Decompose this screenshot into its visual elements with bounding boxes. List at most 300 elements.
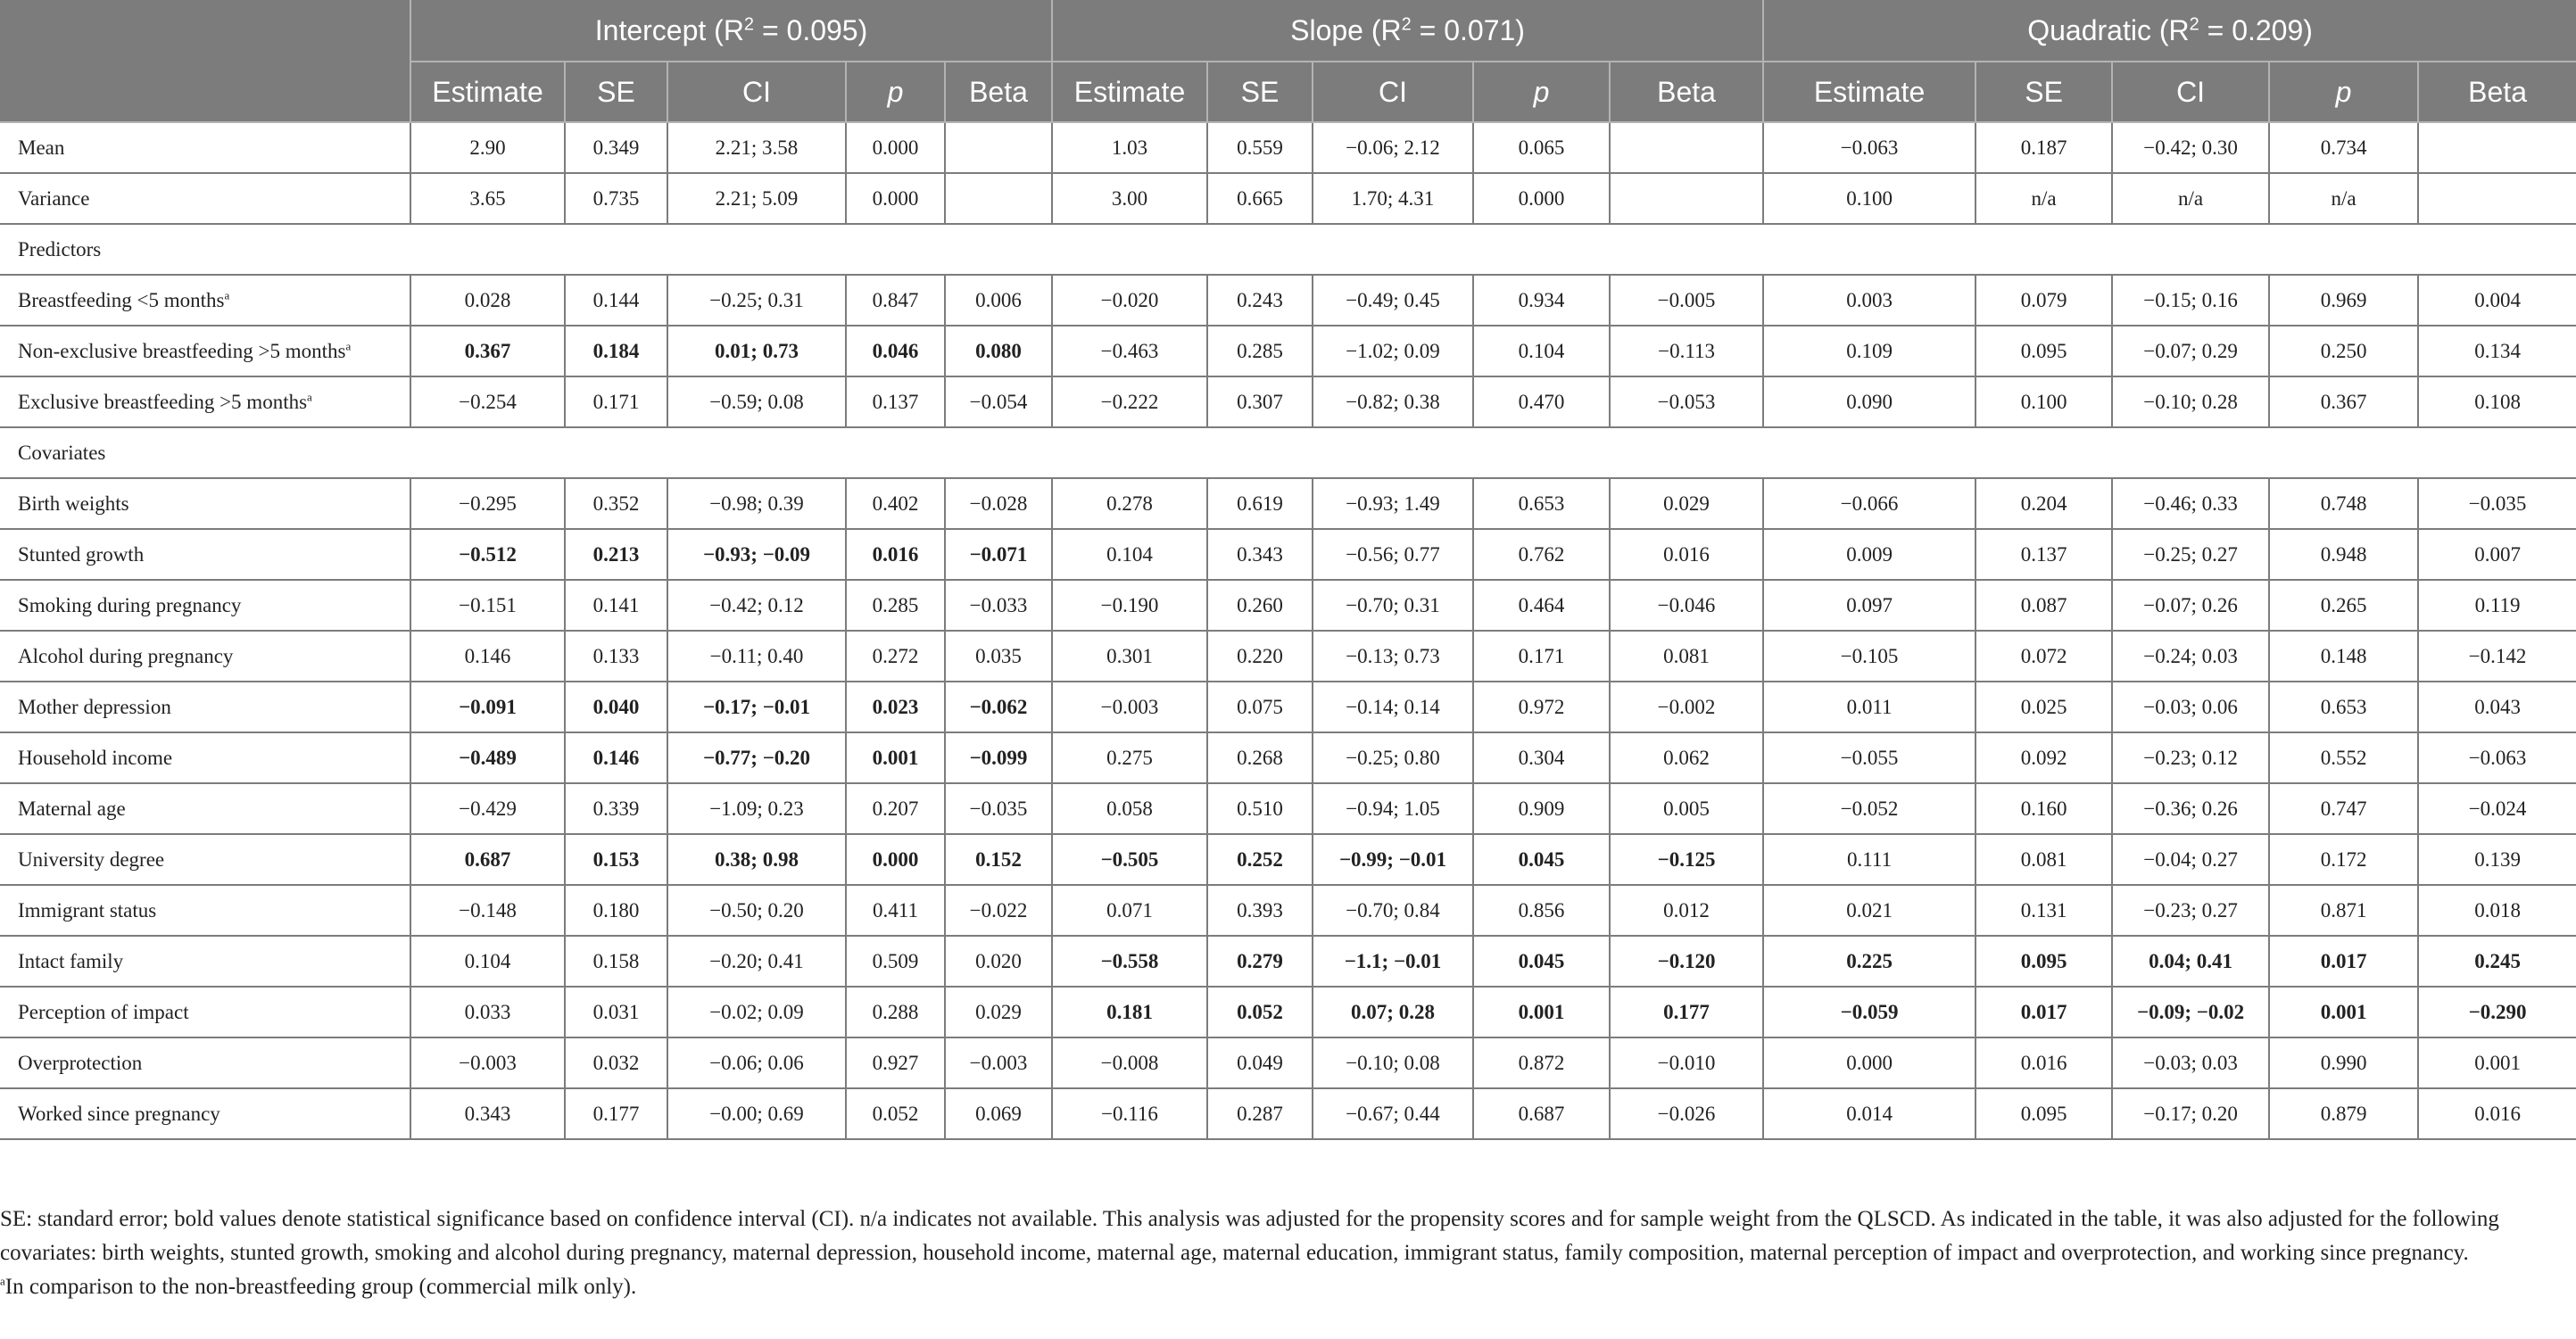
table-cell: 0.020 bbox=[945, 936, 1052, 987]
table-row bbox=[0, 1037, 2576, 1088]
table-cell: −0.142 bbox=[2418, 631, 2576, 682]
table-cell: 0.023 bbox=[846, 682, 945, 732]
table-cell: 0.032 bbox=[565, 1037, 667, 1088]
table-cell: 0.018 bbox=[2418, 885, 2576, 936]
table-cell: 0.001 bbox=[2269, 987, 2418, 1037]
table-cell: 0.735 bbox=[565, 173, 667, 224]
table-cell: −0.003 bbox=[945, 1037, 1052, 1088]
table-cell: 0.119 bbox=[2418, 580, 2576, 631]
table-row bbox=[0, 326, 2576, 376]
table-cell: −0.062 bbox=[945, 682, 1052, 732]
table-cell: 0.402 bbox=[846, 478, 945, 529]
table-cell: 0.095 bbox=[1975, 1088, 2112, 1139]
table-cell: 0.017 bbox=[1975, 987, 2112, 1037]
table-cell: 0.029 bbox=[1610, 478, 1763, 529]
table-cell: 0.285 bbox=[846, 580, 945, 631]
table-notes bbox=[0, 1203, 2576, 1304]
table-cell: 0.01; 0.73 bbox=[667, 326, 846, 376]
table-cell: 0.016 bbox=[1975, 1037, 2112, 1088]
table-cell: 0.343 bbox=[410, 1088, 565, 1139]
intercept-col-header-estimate: Estimate bbox=[410, 62, 565, 122]
table-row bbox=[0, 682, 2576, 732]
slope-col-header-se: SE bbox=[1207, 62, 1313, 122]
slope-col-header-p: p bbox=[1473, 62, 1610, 122]
table-cell: 0.152 bbox=[945, 834, 1052, 885]
table-cell: −0.70; 0.84 bbox=[1313, 885, 1473, 936]
table-cell bbox=[2418, 173, 2576, 224]
intercept-col-header-p: p bbox=[846, 62, 945, 122]
slope-col-header-estimate: Estimate bbox=[1052, 62, 1207, 122]
table-cell: −0.008 bbox=[1052, 1037, 1207, 1088]
table-cell: 0.220 bbox=[1207, 631, 1313, 682]
group-header-row bbox=[0, 0, 2576, 62]
table-cell: −0.50; 0.20 bbox=[667, 885, 846, 936]
table-cell: −0.148 bbox=[410, 885, 565, 936]
table-cell: 0.095 bbox=[1975, 936, 2112, 987]
table-cell: 0.184 bbox=[565, 326, 667, 376]
section-row bbox=[0, 427, 2576, 478]
table-row bbox=[0, 936, 2576, 987]
table-cell: 0.007 bbox=[2418, 529, 2576, 580]
table-cell: 0.104 bbox=[1052, 529, 1207, 580]
table-cell: 0.653 bbox=[2269, 682, 2418, 732]
table-cell: 0.137 bbox=[1975, 529, 2112, 580]
notes-main: SE: standard error; bold values denote statistical significance based on confidence interval (CI). n/a indicates not available. This analysis was adjusted for the propensity scores and for sample weight from the QLSCD. As indicated in the table, it was also adjusted for the following covariates: birth weights, stunted growth, smoking and alcohol during pregnancy, maternal depression, household income, maternal age, maternal education, immigrant status, family composition, maternal perception of impact and overprotection, and working since pregnancy. bbox=[0, 1207, 2499, 1265]
table-cell: 0.762 bbox=[1473, 529, 1610, 580]
table-cell: −0.82; 0.38 bbox=[1313, 376, 1473, 427]
table-cell: 2.21; 3.58 bbox=[667, 122, 846, 173]
table-cell: 0.07; 0.28 bbox=[1313, 987, 1473, 1037]
table-cell: 0.272 bbox=[846, 631, 945, 682]
table-cell: 0.158 bbox=[565, 936, 667, 987]
row-label: Household income bbox=[0, 732, 410, 783]
table-cell: −0.10; 0.08 bbox=[1313, 1037, 1473, 1088]
table-cell: 0.510 bbox=[1207, 783, 1313, 834]
row-label: Smoking during pregnancy bbox=[0, 580, 410, 631]
table-cell: 0.871 bbox=[2269, 885, 2418, 936]
table-cell: 0.003 bbox=[1763, 275, 1975, 326]
table-cell: −0.429 bbox=[410, 783, 565, 834]
table-cell bbox=[945, 173, 1052, 224]
table-cell: 0.062 bbox=[1610, 732, 1763, 783]
row-label: Variance bbox=[0, 173, 410, 224]
table-cell: 0.509 bbox=[846, 936, 945, 987]
row-label: University degree bbox=[0, 834, 410, 885]
table-cell: −0.15; 0.16 bbox=[2112, 275, 2269, 326]
table-cell: 0.04; 0.41 bbox=[2112, 936, 2269, 987]
table-cell: −0.42; 0.30 bbox=[2112, 122, 2269, 173]
table-cell: 0.879 bbox=[2269, 1088, 2418, 1139]
table-cell: −0.03; 0.03 bbox=[2112, 1037, 2269, 1088]
table-cell: −0.063 bbox=[1763, 122, 1975, 173]
table-cell: 0.278 bbox=[1052, 478, 1207, 529]
table-cell: −0.46; 0.33 bbox=[2112, 478, 2269, 529]
table-cell: 0.38; 0.98 bbox=[667, 834, 846, 885]
table-cell: 0.619 bbox=[1207, 478, 1313, 529]
table-cell: 0.734 bbox=[2269, 122, 2418, 173]
table-cell: −0.010 bbox=[1610, 1037, 1763, 1088]
table-cell: 0.285 bbox=[1207, 326, 1313, 376]
table-cell bbox=[1610, 122, 1763, 173]
table-cell: −0.116 bbox=[1052, 1088, 1207, 1139]
table-row bbox=[0, 529, 2576, 580]
table-cell: −0.07; 0.26 bbox=[2112, 580, 2269, 631]
table-body bbox=[0, 122, 2576, 1139]
table-cell: −0.04; 0.27 bbox=[2112, 834, 2269, 885]
table-cell: 0.243 bbox=[1207, 275, 1313, 326]
table-cell: 0.025 bbox=[1975, 682, 2112, 732]
row-label: Alcohol during pregnancy bbox=[0, 631, 410, 682]
table-cell: n/a bbox=[2112, 173, 2269, 224]
table-cell: 0.043 bbox=[2418, 682, 2576, 732]
table-cell: 0.177 bbox=[565, 1088, 667, 1139]
section-label: Covariates bbox=[0, 427, 2576, 478]
table-cell: 0.004 bbox=[2418, 275, 2576, 326]
table-cell: 0.069 bbox=[945, 1088, 1052, 1139]
intercept-col-header-ci: CI bbox=[667, 62, 846, 122]
table-cell: 0.552 bbox=[2269, 732, 2418, 783]
table-cell: 0.393 bbox=[1207, 885, 1313, 936]
table-cell: −0.23; 0.12 bbox=[2112, 732, 2269, 783]
row-label: Perception of impact bbox=[0, 987, 410, 1037]
table-cell: −0.59; 0.08 bbox=[667, 376, 846, 427]
slope-group-header: Slope $(R^2 = 0.071)$ bbox=[1052, 0, 1763, 62]
table-cell: −1.1; −0.01 bbox=[1313, 936, 1473, 987]
table-cell: 0.148 bbox=[2269, 631, 2418, 682]
row-label: Non-exclusive breastfeeding >5 months$^a$ bbox=[0, 326, 410, 376]
table-cell: −0.066 bbox=[1763, 478, 1975, 529]
table-cell: 0.304 bbox=[1473, 732, 1610, 783]
table-cell: 0.109 bbox=[1763, 326, 1975, 376]
table-cell: 0.948 bbox=[2269, 529, 2418, 580]
table-cell: 0.079 bbox=[1975, 275, 2112, 326]
table-cell: 0.275 bbox=[1052, 732, 1207, 783]
table-cell: 0.095 bbox=[1975, 326, 2112, 376]
table-cell: −0.505 bbox=[1052, 834, 1207, 885]
table-cell: −0.091 bbox=[410, 682, 565, 732]
table-cell: −0.254 bbox=[410, 376, 565, 427]
table-cell: 0.367 bbox=[2269, 376, 2418, 427]
table-cell: −0.99; −0.01 bbox=[1313, 834, 1473, 885]
table-cell: 0.288 bbox=[846, 987, 945, 1037]
table-cell: 0.177 bbox=[1610, 987, 1763, 1037]
row-label: Worked since pregnancy bbox=[0, 1088, 410, 1139]
intercept-col-header-beta: Beta bbox=[945, 62, 1052, 122]
table-cell: 0.111 bbox=[1763, 834, 1975, 885]
row-label: Immigrant status bbox=[0, 885, 410, 936]
table-cell: −0.558 bbox=[1052, 936, 1207, 987]
table-cell: 0.014 bbox=[1763, 1088, 1975, 1139]
table-cell: −1.02; 0.09 bbox=[1313, 326, 1473, 376]
quadratic-col-header-beta: Beta bbox=[2418, 62, 2576, 122]
table-cell: n/a bbox=[1975, 173, 2112, 224]
intercept-col-header-se: SE bbox=[565, 62, 667, 122]
table-cell: 0.268 bbox=[1207, 732, 1313, 783]
table-cell: −0.028 bbox=[945, 478, 1052, 529]
table-cell: 0.990 bbox=[2269, 1037, 2418, 1088]
table-cell: −0.059 bbox=[1763, 987, 1975, 1037]
table-cell: 0.307 bbox=[1207, 376, 1313, 427]
table-cell: −0.052 bbox=[1763, 783, 1975, 834]
table-cell: 0.411 bbox=[846, 885, 945, 936]
table-cell: 0.065 bbox=[1473, 122, 1610, 173]
row-label: Stunted growth bbox=[0, 529, 410, 580]
table-cell: 0.225 bbox=[1763, 936, 1975, 987]
table-cell: −0.49; 0.45 bbox=[1313, 275, 1473, 326]
table-cell: 0.934 bbox=[1473, 275, 1610, 326]
table-cell: −0.67; 0.44 bbox=[1313, 1088, 1473, 1139]
table-cell: 2.90 bbox=[410, 122, 565, 173]
table-cell: 0.909 bbox=[1473, 783, 1610, 834]
table-row bbox=[0, 885, 2576, 936]
table-cell: 0.000 bbox=[846, 173, 945, 224]
table-cell: −0.06; 0.06 bbox=[667, 1037, 846, 1088]
intercept-group-header: Intercept $(R^2 = 0.095)$ bbox=[410, 0, 1052, 62]
row-label: Intact family bbox=[0, 936, 410, 987]
table-cell: 0.252 bbox=[1207, 834, 1313, 885]
table-cell: −0.002 bbox=[1610, 682, 1763, 732]
table-cell: −0.25; 0.80 bbox=[1313, 732, 1473, 783]
table-cell: 0.021 bbox=[1763, 885, 1975, 936]
table-cell bbox=[1610, 173, 1763, 224]
row-label: Birth weights bbox=[0, 478, 410, 529]
table-cell: 0.146 bbox=[565, 732, 667, 783]
table-cell: 0.665 bbox=[1207, 173, 1313, 224]
table-cell: 0.058 bbox=[1052, 783, 1207, 834]
table-cell: −0.120 bbox=[1610, 936, 1763, 987]
table-cell: 2.21; 5.09 bbox=[667, 173, 846, 224]
table-cell: 0.171 bbox=[565, 376, 667, 427]
table-cell: −0.035 bbox=[945, 783, 1052, 834]
table-cell: 0.028 bbox=[410, 275, 565, 326]
table-cell: 0.000 bbox=[1763, 1037, 1975, 1088]
table-cell: 0.001 bbox=[846, 732, 945, 783]
table-cell: −0.099 bbox=[945, 732, 1052, 783]
table-cell: 0.181 bbox=[1052, 987, 1207, 1037]
table-cell: 0.213 bbox=[565, 529, 667, 580]
table-cell: 0.559 bbox=[1207, 122, 1313, 173]
table-cell: −0.24; 0.03 bbox=[2112, 631, 2269, 682]
table-cell: −1.09; 0.23 bbox=[667, 783, 846, 834]
table-cell: 0.012 bbox=[1610, 885, 1763, 936]
table-cell: 0.204 bbox=[1975, 478, 2112, 529]
table-cell bbox=[945, 122, 1052, 173]
table-cell: −0.09; −0.02 bbox=[2112, 987, 2269, 1037]
row-label: Maternal age bbox=[0, 783, 410, 834]
table-cell: 0.349 bbox=[565, 122, 667, 173]
table-cell: 0.687 bbox=[1473, 1088, 1610, 1139]
table-cell: −0.003 bbox=[410, 1037, 565, 1088]
quadratic-col-header-ci: CI bbox=[2112, 62, 2269, 122]
section-row bbox=[0, 224, 2576, 275]
table-cell: −0.054 bbox=[945, 376, 1052, 427]
table-cell: 0.052 bbox=[846, 1088, 945, 1139]
table-cell: 0.187 bbox=[1975, 122, 2112, 173]
table-row bbox=[0, 275, 2576, 326]
table-cell: 0.100 bbox=[1763, 173, 1975, 224]
table-cell: −0.98; 0.39 bbox=[667, 478, 846, 529]
quadratic-col-header-p: p bbox=[2269, 62, 2418, 122]
table-cell bbox=[2418, 122, 2576, 173]
table-cell: 0.343 bbox=[1207, 529, 1313, 580]
slope-col-header-beta: Beta bbox=[1610, 62, 1763, 122]
table-row bbox=[0, 783, 2576, 834]
table-cell: 0.260 bbox=[1207, 580, 1313, 631]
table-cell: 0.081 bbox=[1975, 834, 2112, 885]
table-row bbox=[0, 173, 2576, 224]
table-cell: −0.063 bbox=[2418, 732, 2576, 783]
corner-header bbox=[0, 0, 410, 122]
row-label: Exclusive breastfeeding >5 months$^a$ bbox=[0, 376, 410, 427]
table-cell: 0.090 bbox=[1763, 376, 1975, 427]
table-cell: 0.131 bbox=[1975, 885, 2112, 936]
table-cell: −0.00; 0.69 bbox=[667, 1088, 846, 1139]
table-cell: 0.011 bbox=[1763, 682, 1975, 732]
quadratic-col-header-estimate: Estimate bbox=[1763, 62, 1975, 122]
table-cell: −0.071 bbox=[945, 529, 1052, 580]
table-cell: −0.25; 0.27 bbox=[2112, 529, 2269, 580]
table-cell: 0.969 bbox=[2269, 275, 2418, 326]
table-cell: 0.927 bbox=[846, 1037, 945, 1088]
table-cell: −0.022 bbox=[945, 885, 1052, 936]
table-cell: 0.080 bbox=[945, 326, 1052, 376]
table-cell: 0.139 bbox=[2418, 834, 2576, 885]
table-cell: 0.045 bbox=[1473, 936, 1610, 987]
table-row bbox=[0, 580, 2576, 631]
table-cell: −0.20; 0.41 bbox=[667, 936, 846, 987]
table-cell: 0.872 bbox=[1473, 1037, 1610, 1088]
table-cell: 0.856 bbox=[1473, 885, 1610, 936]
table-cell: 0.339 bbox=[565, 783, 667, 834]
table-cell: 0.071 bbox=[1052, 885, 1207, 936]
table-cell: 0.172 bbox=[2269, 834, 2418, 885]
table-cell: 0.464 bbox=[1473, 580, 1610, 631]
table-cell: −0.005 bbox=[1610, 275, 1763, 326]
table-cell: −0.06; 2.12 bbox=[1313, 122, 1473, 173]
table-cell: −0.93; 1.49 bbox=[1313, 478, 1473, 529]
table-cell: 0.104 bbox=[410, 936, 565, 987]
table-cell: −0.07; 0.29 bbox=[2112, 326, 2269, 376]
table-cell: 0.006 bbox=[945, 275, 1052, 326]
table-cell: −0.17; −0.01 bbox=[667, 682, 846, 732]
row-label: Breastfeeding <5 months$^a$ bbox=[0, 275, 410, 326]
table-cell: −0.56; 0.77 bbox=[1313, 529, 1473, 580]
table-cell: 0.146 bbox=[410, 631, 565, 682]
table-cell: 0.000 bbox=[846, 122, 945, 173]
table-cell: −0.046 bbox=[1610, 580, 1763, 631]
table-cell: −0.93; −0.09 bbox=[667, 529, 846, 580]
table-cell: 0.072 bbox=[1975, 631, 2112, 682]
table-row bbox=[0, 987, 2576, 1037]
table-cell: 0.046 bbox=[846, 326, 945, 376]
table-cell: −0.190 bbox=[1052, 580, 1207, 631]
table-cell: 0.279 bbox=[1207, 936, 1313, 987]
table-cell: 0.207 bbox=[846, 783, 945, 834]
table-cell: −0.125 bbox=[1610, 834, 1763, 885]
table-cell: −0.003 bbox=[1052, 682, 1207, 732]
table-cell: −0.222 bbox=[1052, 376, 1207, 427]
table-row bbox=[0, 631, 2576, 682]
table-cell: 0.035 bbox=[945, 631, 1052, 682]
table-cell: −0.11; 0.40 bbox=[667, 631, 846, 682]
table-cell: 0.748 bbox=[2269, 478, 2418, 529]
table-cell: 0.040 bbox=[565, 682, 667, 732]
table-cell: 0.001 bbox=[2418, 1037, 2576, 1088]
table-cell: −0.489 bbox=[410, 732, 565, 783]
table-cell: 0.045 bbox=[1473, 834, 1610, 885]
table-cell: 0.108 bbox=[2418, 376, 2576, 427]
table-cell: −0.42; 0.12 bbox=[667, 580, 846, 631]
table-cell: 0.367 bbox=[410, 326, 565, 376]
table-cell: 0.972 bbox=[1473, 682, 1610, 732]
table-cell: 0.137 bbox=[846, 376, 945, 427]
table-cell: −0.77; −0.20 bbox=[667, 732, 846, 783]
table-row bbox=[0, 478, 2576, 529]
table-cell: −0.295 bbox=[410, 478, 565, 529]
table-cell: −0.17; 0.20 bbox=[2112, 1088, 2269, 1139]
table-cell: 0.100 bbox=[1975, 376, 2112, 427]
table-row bbox=[0, 732, 2576, 783]
table-cell: −0.70; 0.31 bbox=[1313, 580, 1473, 631]
table-cell: −0.035 bbox=[2418, 478, 2576, 529]
table-cell: 0.133 bbox=[565, 631, 667, 682]
table-cell: 0.087 bbox=[1975, 580, 2112, 631]
table-cell: −0.02; 0.09 bbox=[667, 987, 846, 1037]
table-cell: −0.024 bbox=[2418, 783, 2576, 834]
table-cell: 0.049 bbox=[1207, 1037, 1313, 1088]
table-cell: 0.104 bbox=[1473, 326, 1610, 376]
table-cell: 0.031 bbox=[565, 987, 667, 1037]
table-cell: −0.105 bbox=[1763, 631, 1975, 682]
table-row bbox=[0, 376, 2576, 427]
table-cell: 0.052 bbox=[1207, 987, 1313, 1037]
table-cell: 0.245 bbox=[2418, 936, 2576, 987]
table-cell: 1.03 bbox=[1052, 122, 1207, 173]
table-cell: 0.250 bbox=[2269, 326, 2418, 376]
table-row bbox=[0, 834, 2576, 885]
table-row bbox=[0, 1088, 2576, 1139]
table-cell: 0.000 bbox=[846, 834, 945, 885]
table-cell: −0.23; 0.27 bbox=[2112, 885, 2269, 936]
table-cell: 1.70; 4.31 bbox=[1313, 173, 1473, 224]
table-cell: −0.053 bbox=[1610, 376, 1763, 427]
quadratic-col-header-se: SE bbox=[1975, 62, 2112, 122]
table-cell: −0.10; 0.28 bbox=[2112, 376, 2269, 427]
row-label: Mother depression bbox=[0, 682, 410, 732]
table-cell: n/a bbox=[2269, 173, 2418, 224]
table-cell: 0.005 bbox=[1610, 783, 1763, 834]
table-cell: −0.151 bbox=[410, 580, 565, 631]
table-cell: 0.134 bbox=[2418, 326, 2576, 376]
table-cell: 0.075 bbox=[1207, 682, 1313, 732]
table-cell: 0.097 bbox=[1763, 580, 1975, 631]
table-cell: 0.653 bbox=[1473, 478, 1610, 529]
table-cell: 0.287 bbox=[1207, 1088, 1313, 1139]
quadratic-group-header: Quadratic $(R^2 = 0.209)$ bbox=[1763, 0, 2576, 62]
table-cell: 0.144 bbox=[565, 275, 667, 326]
table-cell: 0.470 bbox=[1473, 376, 1610, 427]
table-cell: 0.160 bbox=[1975, 783, 2112, 834]
table-cell: 0.265 bbox=[2269, 580, 2418, 631]
table-cell: 0.092 bbox=[1975, 732, 2112, 783]
slope-col-header-ci: CI bbox=[1313, 62, 1473, 122]
table-cell: 0.000 bbox=[1473, 173, 1610, 224]
table-cell: 0.016 bbox=[846, 529, 945, 580]
notes-footnote: $^a$In comparison to the non-breastfeeding group (commercial milk only). bbox=[0, 1274, 637, 1299]
table-cell: 0.081 bbox=[1610, 631, 1763, 682]
table-row bbox=[0, 122, 2576, 173]
table-cell: 0.352 bbox=[565, 478, 667, 529]
